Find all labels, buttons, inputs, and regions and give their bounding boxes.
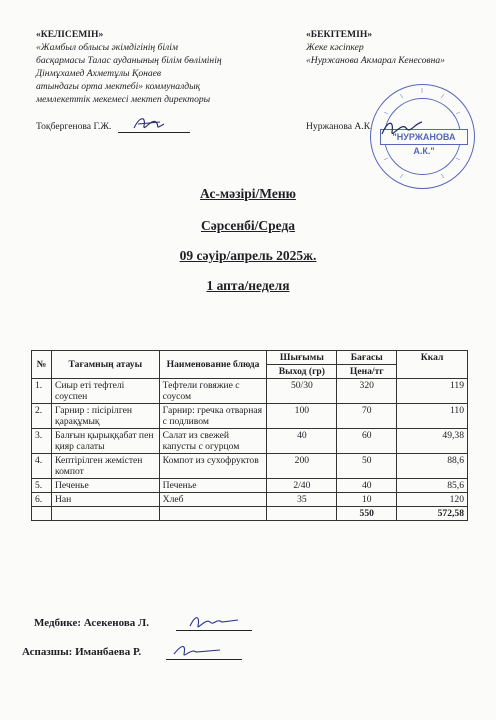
cook-signature xyxy=(170,640,226,660)
row-no: 3. xyxy=(32,429,52,454)
row-name-ru: Тефтели говяжие с соусом xyxy=(159,379,267,404)
row-output: 2/40 xyxy=(267,479,337,493)
row-name-kz: Сиыр еті тефтелі соуспен xyxy=(51,379,159,404)
menu-title: Ас-мәзірі/Меню xyxy=(200,186,296,201)
row-name-kz: Кептірілген жемістен компот xyxy=(51,454,159,479)
row-price: 70 xyxy=(337,404,397,429)
row-price: 320 xyxy=(337,379,397,404)
org-line-4: атындағы орта мектебі» коммуналдық xyxy=(36,81,201,92)
director-signatory: Тоқбергенова Г.Ж. xyxy=(36,121,112,132)
row-name-ru: Компот из сухофруктов xyxy=(159,454,267,479)
row-price: 40 xyxy=(337,479,397,493)
row-name-kz: Печенье xyxy=(51,479,159,493)
row-no: 2. xyxy=(32,404,52,429)
nurse-signatory: Медбике: Асекенова Л. xyxy=(34,617,149,629)
table-row xyxy=(32,429,468,454)
week-title: 1 апта/неделя xyxy=(206,278,290,293)
row-no: 5. xyxy=(32,479,52,493)
row-output: 100 xyxy=(267,404,337,429)
row-name-ru: Печенье xyxy=(159,479,267,493)
agreed-label: «КЕЛІСЕМІН» xyxy=(36,29,104,40)
col-header-name-kz: Тағамның атауы xyxy=(51,351,159,379)
row-name-ru: Хлеб xyxy=(159,493,267,507)
nurse-signature xyxy=(186,612,242,632)
row-name-kz: Гарнир : пісірілген қарақұмық xyxy=(51,404,159,429)
total-empty-ru xyxy=(159,507,267,521)
row-name-ru: Гарнир: гречка отварная с подливом xyxy=(159,404,267,429)
row-no: 6. xyxy=(32,493,52,507)
director-signature xyxy=(130,112,170,134)
row-output: 40 xyxy=(267,429,337,454)
col-header-price-kz: Бағасы xyxy=(337,351,397,365)
col-header-price-ru: Цена/тг xyxy=(337,365,397,379)
total-price: 550 xyxy=(337,507,397,521)
row-kcal: 119 xyxy=(397,379,468,404)
row-name-kz: Нан xyxy=(51,493,159,507)
approval-block-right xyxy=(306,28,486,67)
org-line-5: мемлекеттік мекемесі мектеп директоры xyxy=(36,94,211,105)
col-header-name-ru: Наименование блюда xyxy=(159,351,267,379)
col-header-output-kz: Шығымы xyxy=(267,351,337,365)
total-kcal: 572,58 xyxy=(397,507,468,521)
row-price: 50 xyxy=(337,454,397,479)
org-line-2: басқармасы Талас ауданының білім бөлімінің xyxy=(36,55,222,66)
row-output: 200 xyxy=(267,454,337,479)
date-title: 09 сәуір/апрель 2025ж. xyxy=(179,248,317,263)
row-kcal: 88,6 xyxy=(397,454,468,479)
org-line-3: Дінмұхамед Ахметұлы Қонаев xyxy=(36,68,162,79)
row-no: 4. xyxy=(32,454,52,479)
total-empty-no xyxy=(32,507,52,521)
col-header-output-ru: Выход (гр) xyxy=(267,365,337,379)
cook-signatory: Аспазшы: Иманбаева Р. xyxy=(22,646,142,658)
row-kcal: 49,38 xyxy=(397,429,468,454)
row-name-kz: Балғын қырыққабат пен қияр салаты xyxy=(51,429,159,454)
entrepreneur-signatory: Нуржанова А.К. xyxy=(306,121,373,132)
table-total-row xyxy=(32,507,468,521)
table-row xyxy=(32,493,468,507)
total-empty-kz xyxy=(51,507,159,521)
table-row xyxy=(32,379,468,404)
row-price: 60 xyxy=(337,429,397,454)
row-output: 50/30 xyxy=(267,379,337,404)
menu-table xyxy=(31,350,468,521)
entrepreneur-line-1: Жеке кәсіпкер xyxy=(306,42,364,53)
approved-label: «БЕКІТЕМІН» xyxy=(306,29,373,40)
row-price: 10 xyxy=(337,493,397,507)
row-kcal: 110 xyxy=(397,404,468,429)
table-header-row xyxy=(32,351,468,365)
row-kcal: 85,6 xyxy=(397,479,468,493)
table-row xyxy=(32,454,468,479)
entrepreneur-signature xyxy=(376,114,426,142)
row-name-ru: Салат из свежей капусты с огурцом xyxy=(159,429,267,454)
row-kcal: 120 xyxy=(397,493,468,507)
col-header-no: № xyxy=(32,351,52,379)
row-no: 1. xyxy=(32,379,52,404)
approval-block-left xyxy=(36,28,246,106)
org-line-1: «Жамбыл облысы әкімдігінің білім xyxy=(36,42,179,53)
entrepreneur-line-2: «Нуржанова Акмарал Кенесовна» xyxy=(306,55,445,66)
day-title: Сәрсенбі/Среда xyxy=(200,218,296,233)
col-header-kcal: Ккал xyxy=(397,351,468,379)
total-empty-output xyxy=(267,507,337,521)
row-output: 35 xyxy=(267,493,337,507)
table-row xyxy=(32,479,468,493)
table-row xyxy=(32,404,468,429)
stamp-text: "НУРЖАНОВА А.К." xyxy=(380,129,468,145)
